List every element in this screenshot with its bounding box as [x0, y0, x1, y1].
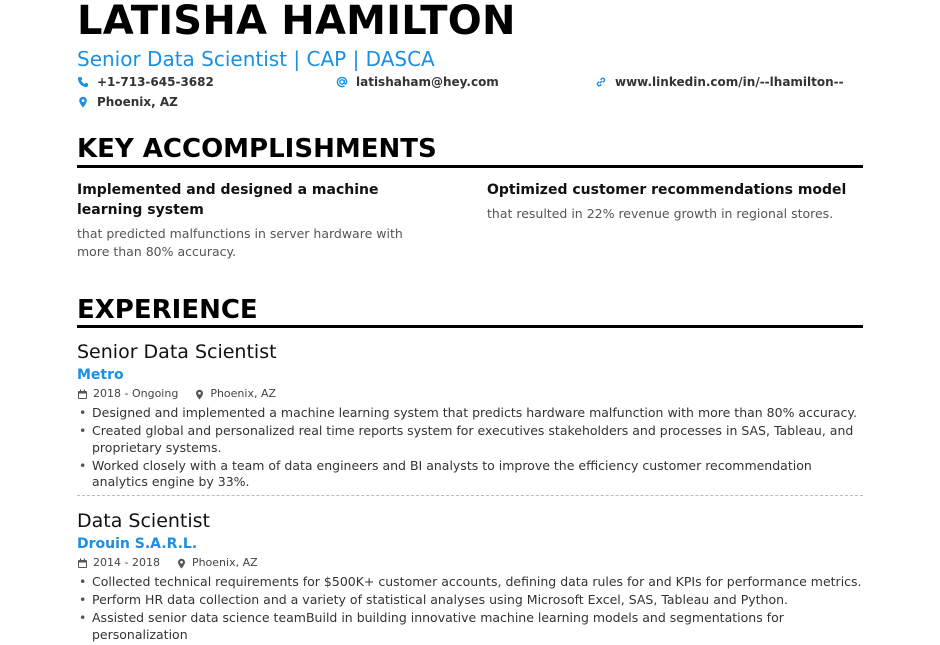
list-item: • Perform HR data collection and a variety of statistical analyses using Microsoft Excel, SAS, Tableau and Python.	[77, 592, 863, 609]
calendar-icon	[77, 389, 88, 400]
job-1-company: Metro	[77, 367, 124, 383]
phone-text[interactable]: +1-713-645-3682	[97, 75, 214, 89]
link-icon	[595, 76, 607, 88]
contact-location	[77, 94, 178, 110]
email-text[interactable]: latishaham@hey.com	[356, 75, 499, 89]
job-1-bullets	[77, 405, 863, 492]
job-2-title: Data Scientist	[77, 510, 210, 532]
job-1-meta	[77, 387, 276, 401]
experience-rule	[77, 325, 863, 328]
job-1-location: Phoenix, AZ	[210, 387, 277, 400]
accomplishments-heading: KEY ACCOMPLISHMENTS	[77, 134, 437, 164]
job-2-location: Phoenix, AZ	[191, 556, 258, 569]
at-icon	[336, 76, 348, 88]
candidate-name: LATISHA HAMILTON	[77, 0, 516, 44]
job-1-dates: 2018 - Ongoing	[93, 387, 179, 400]
job-1-title: Senior Data Scientist	[77, 341, 277, 363]
map-pin-icon	[176, 558, 187, 569]
calendar-icon	[77, 558, 88, 569]
list-item: • Worked closely with a team of data engineers and BI analysts to improve the efficiency customer recommendation analytics engine by 33%.	[77, 458, 863, 491]
job-2-bullets	[77, 574, 863, 645]
map-pin-icon	[194, 389, 205, 400]
accomplishment-1-desc: that predicted malfunctions in server hardware with more than 80% accuracy.	[77, 226, 403, 259]
contact-linkedin	[595, 74, 844, 90]
list-item: • Designed and implemented a machine learning system that predicts hardware malfunction with more than 80% accuracy.	[77, 405, 863, 422]
accomplishments-rule	[77, 165, 863, 168]
linkedin-text[interactable]: www.linkedin.com/in/--lhamilton--	[615, 75, 844, 89]
list-item: • Assisted senior data science teamBuild in building innovative machine learning models and segmentations for personalization	[77, 610, 863, 643]
job-divider	[77, 495, 863, 496]
map-pin-icon	[77, 96, 89, 108]
accomplishment-2-title: Optimized customer recommendations model	[487, 182, 847, 198]
list-item: • Collected technical requirements for $500K+ customer accounts, defining data rules for and KPIs for performance metrics.	[77, 574, 863, 591]
location-text: Phoenix, AZ	[97, 95, 178, 109]
phone-icon	[77, 76, 89, 88]
list-item: • Created global and personalized real time reports system for executives stakeholders and processes in SAS, Tableau, and proprietary systems.	[77, 423, 863, 456]
accomplishment-1-title: Implemented and designed a machine learning system	[77, 182, 379, 218]
experience-heading: EXPERIENCE	[77, 295, 258, 325]
contact-phone	[77, 74, 214, 90]
accomplishment-2-desc: that resulted in 22% revenue growth in regional stores.	[487, 206, 834, 221]
job-2-company: Drouin S.A.R.L.	[77, 536, 198, 552]
contact-email	[336, 74, 499, 90]
job-2-meta	[77, 556, 258, 570]
job-2-dates: 2014 - 2018	[93, 556, 160, 569]
candidate-title: Senior Data Scientist | CAP | DASCA	[77, 47, 435, 71]
